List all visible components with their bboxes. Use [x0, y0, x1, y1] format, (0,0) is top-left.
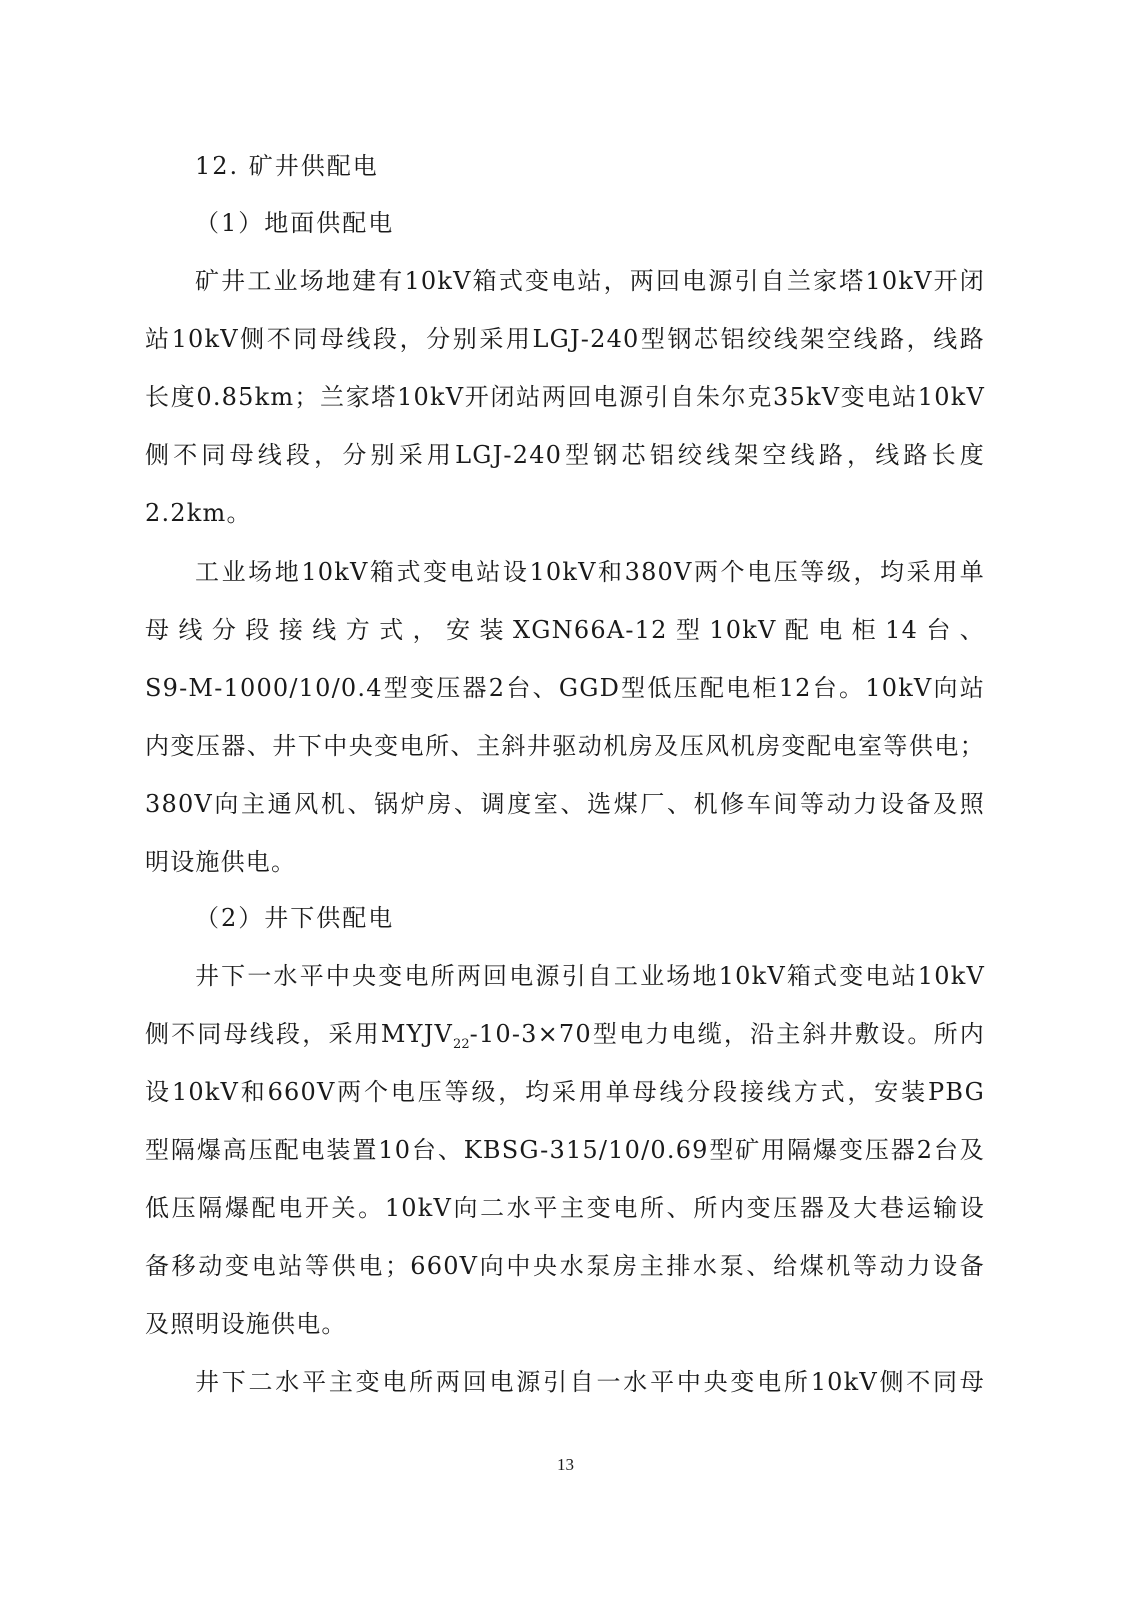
paragraph-line: 长度0.85km；兰家塔10kV开闭站两回电源引自朱尔克35kV变电站10kV	[145, 383, 985, 411]
paragraph-line: 工业场地10kV箱式变电站设10kV和380V两个电压等级，均采用单	[195, 558, 985, 586]
text-segment: 侧不同母线段，采用MYJV	[145, 1020, 454, 1048]
paragraph-line: 站10kV侧不同母线段，分别采用LGJ-240型钢芯铝绞线架空线路，线路	[145, 325, 985, 353]
paragraph-line: 及照明设施供电。	[145, 1310, 347, 1338]
paragraph-line-with-subscript	[145, 1018, 985, 1050]
paragraph-line: 母线分段接线方式，安装XGN66A-12型10kV配电柜14台、	[145, 616, 985, 644]
paragraph-line: 明设施供电。	[145, 848, 297, 876]
paragraph-line: 内变压器、井下中央变电所、主斜井驱动机房及压风机房变配电室等供电；	[145, 732, 985, 760]
subsection-title-underground: （2）井下供配电	[195, 904, 395, 932]
subsection-title-surface: （1）地面供配电	[195, 209, 395, 237]
paragraph-line: 井下一水平中央变电所两回电源引自工业场地10kV箱式变电站10kV	[195, 962, 985, 990]
paragraph-line: 设10kV和660V两个电压等级，均采用单母线分段接线方式，安装PBG	[145, 1078, 985, 1106]
subscript: 22	[453, 1037, 470, 1050]
paragraph-line: 2.2km。	[145, 499, 252, 527]
paragraph-line: 井下二水平主变电所两回电源引自一水平中央变电所10kV侧不同母	[195, 1368, 985, 1396]
section-title: 12. 矿井供配电	[195, 152, 379, 180]
paragraph-line: 备移动变电站等供电；660V向中央水泵房主排水泵、给煤机等动力设备	[145, 1252, 985, 1280]
paragraph-line: 侧不同母线段，分别采用LGJ-240型钢芯铝绞线架空线路，线路长度	[145, 441, 985, 469]
paragraph-line: 型隔爆高压配电装置10台、KBSG-315/10/0.69型矿用隔爆变压器2台及	[145, 1136, 985, 1164]
paragraph-line: 低压隔爆配电开关。10kV向二水平主变电所、所内变压器及大巷运输设	[145, 1194, 985, 1222]
text-segment: -10-3×70型电力电缆，沿主斜井敷设。所内	[469, 1020, 985, 1048]
paragraph-line: 380V向主通风机、锅炉房、调度室、选煤厂、机修车间等动力设备及照	[145, 790, 985, 818]
page-number: 13	[557, 1455, 574, 1474]
paragraph-line: S9-M-1000/10/0.4型变压器2台、GGD型低压配电柜12台。10kV向站	[145, 674, 985, 702]
paragraph-line: 矿井工业场地建有10kV箱式变电站，两回电源引自兰家塔10kV开闭	[195, 267, 985, 295]
